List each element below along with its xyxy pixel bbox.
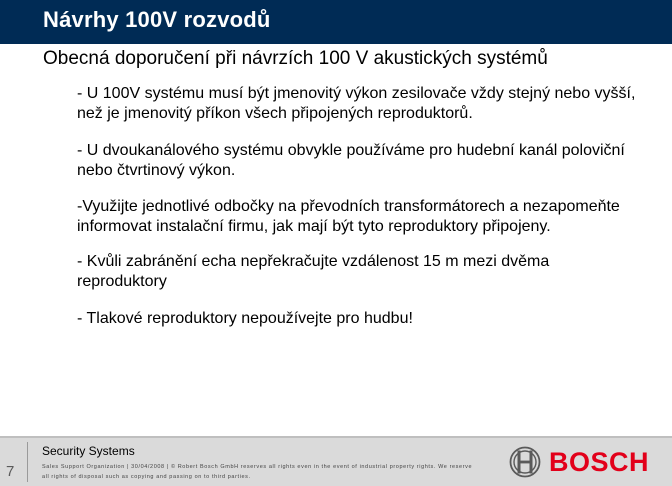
page-number: 7 <box>6 463 15 480</box>
company-label: Security Systems <box>42 444 135 458</box>
title-bar <box>0 0 672 44</box>
legal-notice-line-1: Sales Support Organization | 30/04/2008 | © Robert Bosch GmbH reserves all rights even in the event of industrial property rights. We reserve <box>42 464 473 470</box>
bullet-list <box>77 84 637 346</box>
bosch-armature-icon <box>509 446 541 478</box>
slide-subtitle: Obecná doporučení při návrzích 100 V akustických systémů <box>43 48 548 69</box>
bullet-amplifier-power: - U 100V systému musí být jmenovitý výkon zesilovače vždy stejný nebo vyšší, než je jmenovitý příkon všech připojených reproduktorů. <box>77 85 636 122</box>
footer-separator <box>0 436 672 438</box>
bosch-wordmark: BOSCH <box>549 447 650 477</box>
footer-divider <box>27 442 28 482</box>
bullet-transformer-taps: -Využijte jednotlivé odbočky na převodních transformátorech a nezapomeňte informovat instalační firmu, jak mají být tyto reproduktory připojeny. <box>77 198 620 235</box>
bullet-echo-distance: - Kvůli zabránění echa nepřekračujte vzdálenost 15 m mezi dvěma reproduktory <box>77 253 550 290</box>
bullet-two-channel: - U dvoukanálového systému obvykle používáme pro hudební kanál poloviční nebo čtvrtinový výkon. <box>77 142 625 179</box>
bullet-horn-speakers: - Tlakové reproduktory nepoužívejte pro hudbu! <box>77 310 413 327</box>
page-title: Návrhy 100V rozvodů <box>43 7 271 32</box>
bosch-logo <box>509 446 661 478</box>
footer <box>0 436 672 486</box>
legal-notice-line-2: all rights of disposal such as copying and passing on to third parties. <box>42 474 251 480</box>
